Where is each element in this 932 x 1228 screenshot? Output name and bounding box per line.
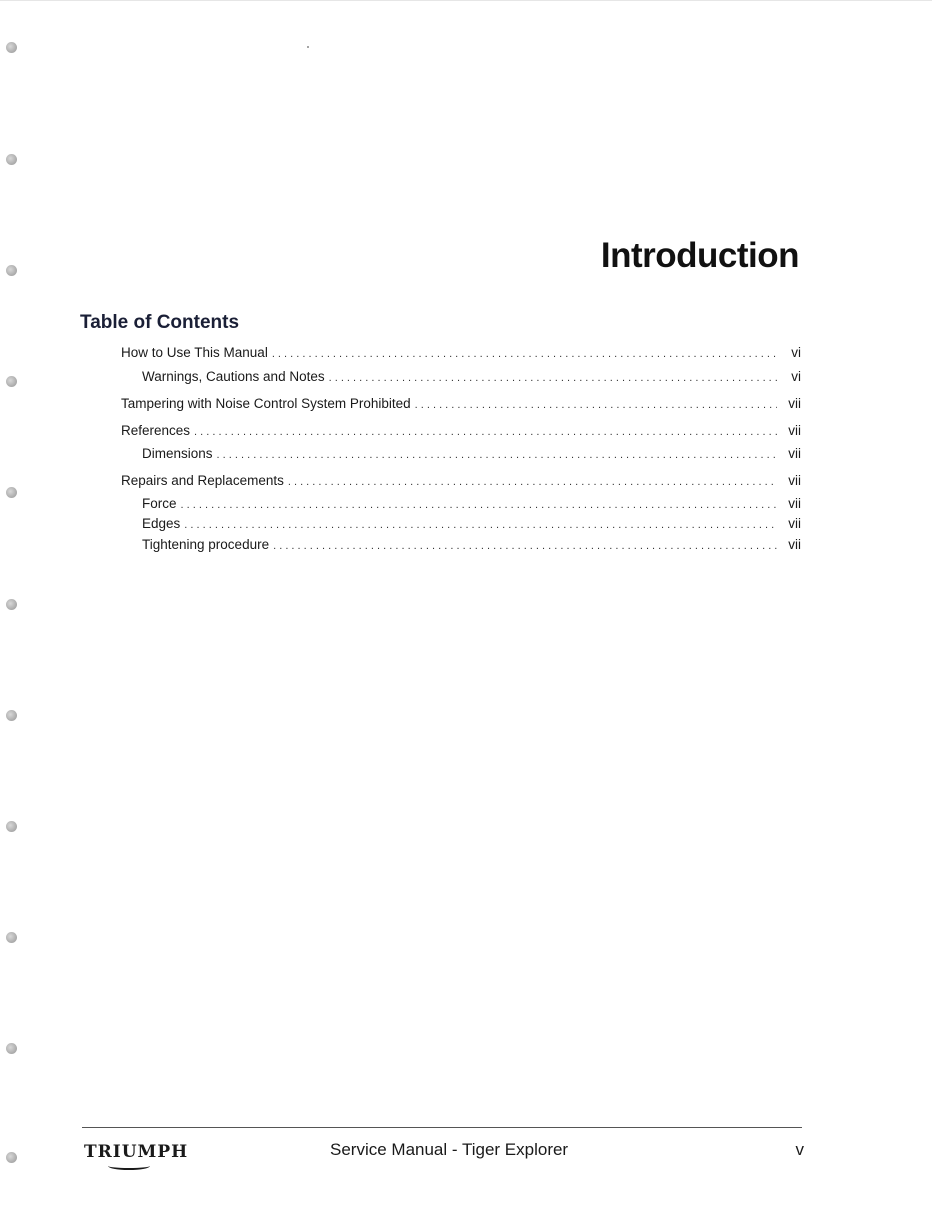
toc-entry-how-to-use[interactable] xyxy=(121,345,801,360)
toc-entry-tightening[interactable] xyxy=(142,537,801,552)
toc-entry-repairs[interactable] xyxy=(121,473,801,488)
logo-swoosh-icon xyxy=(108,1162,150,1170)
toc-entry-page: vii xyxy=(788,496,801,511)
triumph-logo: TRIUMPH xyxy=(84,1142,189,1162)
toc-entry-label: Tampering with Noise Control System Prohibited xyxy=(121,396,411,411)
toc-entry-label: Repairs and Replacements xyxy=(121,473,284,488)
toc-dot-leader xyxy=(181,499,777,511)
toc-entry-label: Edges xyxy=(142,516,181,531)
footer-page-number: v xyxy=(795,1140,804,1159)
punch-hole xyxy=(6,265,17,276)
punch-hole xyxy=(6,1152,17,1163)
toc-entry-label: Warnings, Cautions and Notes xyxy=(142,369,325,384)
footer-document-title: Service Manual - Tiger Explorer xyxy=(330,1140,569,1159)
punch-hole xyxy=(6,1043,17,1054)
toc-dot-leader xyxy=(217,449,777,461)
toc-entry-page: vii xyxy=(788,446,801,461)
toc-entry-label: Tightening procedure xyxy=(142,537,270,552)
toc-dot-leader xyxy=(194,426,777,438)
toc-dot-leader xyxy=(329,372,777,384)
punch-hole xyxy=(6,599,17,610)
page-top-edge xyxy=(0,0,932,1)
toc-entry-edges[interactable] xyxy=(142,516,801,531)
toc-heading: Table of Contents xyxy=(80,312,240,333)
footer-divider xyxy=(82,1127,802,1128)
punch-hole xyxy=(6,376,17,387)
toc-dot-leader xyxy=(273,540,777,552)
toc-entry-label: How to Use This Manual xyxy=(121,345,268,360)
toc-dot-leader xyxy=(272,348,777,360)
punch-hole xyxy=(6,821,17,832)
punch-hole xyxy=(6,42,17,53)
toc-dot-leader xyxy=(184,519,777,531)
punch-hole xyxy=(6,487,17,498)
toc-entry-page: vi xyxy=(791,345,801,360)
toc-entry-page: vii xyxy=(788,473,801,488)
toc-entry-label: Force xyxy=(142,496,177,511)
toc-dot-leader xyxy=(288,476,777,488)
toc-entry-page: vii xyxy=(788,396,801,411)
page-title: Introduction xyxy=(600,236,799,275)
toc-entry-references[interactable] xyxy=(121,423,801,438)
toc-entry-dimensions[interactable] xyxy=(142,446,801,461)
scan-speck xyxy=(307,46,309,48)
toc-entry-label: References xyxy=(121,423,191,438)
toc-entry-force[interactable] xyxy=(142,496,801,511)
toc-entry-page: vii xyxy=(788,423,801,438)
toc-entry-label: Dimensions xyxy=(142,446,213,461)
punch-hole xyxy=(6,154,17,165)
toc-entry-page: vi xyxy=(791,369,801,384)
punch-hole xyxy=(6,932,17,943)
toc-entry-page: vii xyxy=(788,537,801,552)
toc-entry-warnings[interactable] xyxy=(142,369,801,384)
toc-dot-leader xyxy=(415,399,777,411)
toc-entry-tampering[interactable] xyxy=(121,396,801,411)
punch-hole xyxy=(6,710,17,721)
toc-entry-page: vii xyxy=(788,516,801,531)
